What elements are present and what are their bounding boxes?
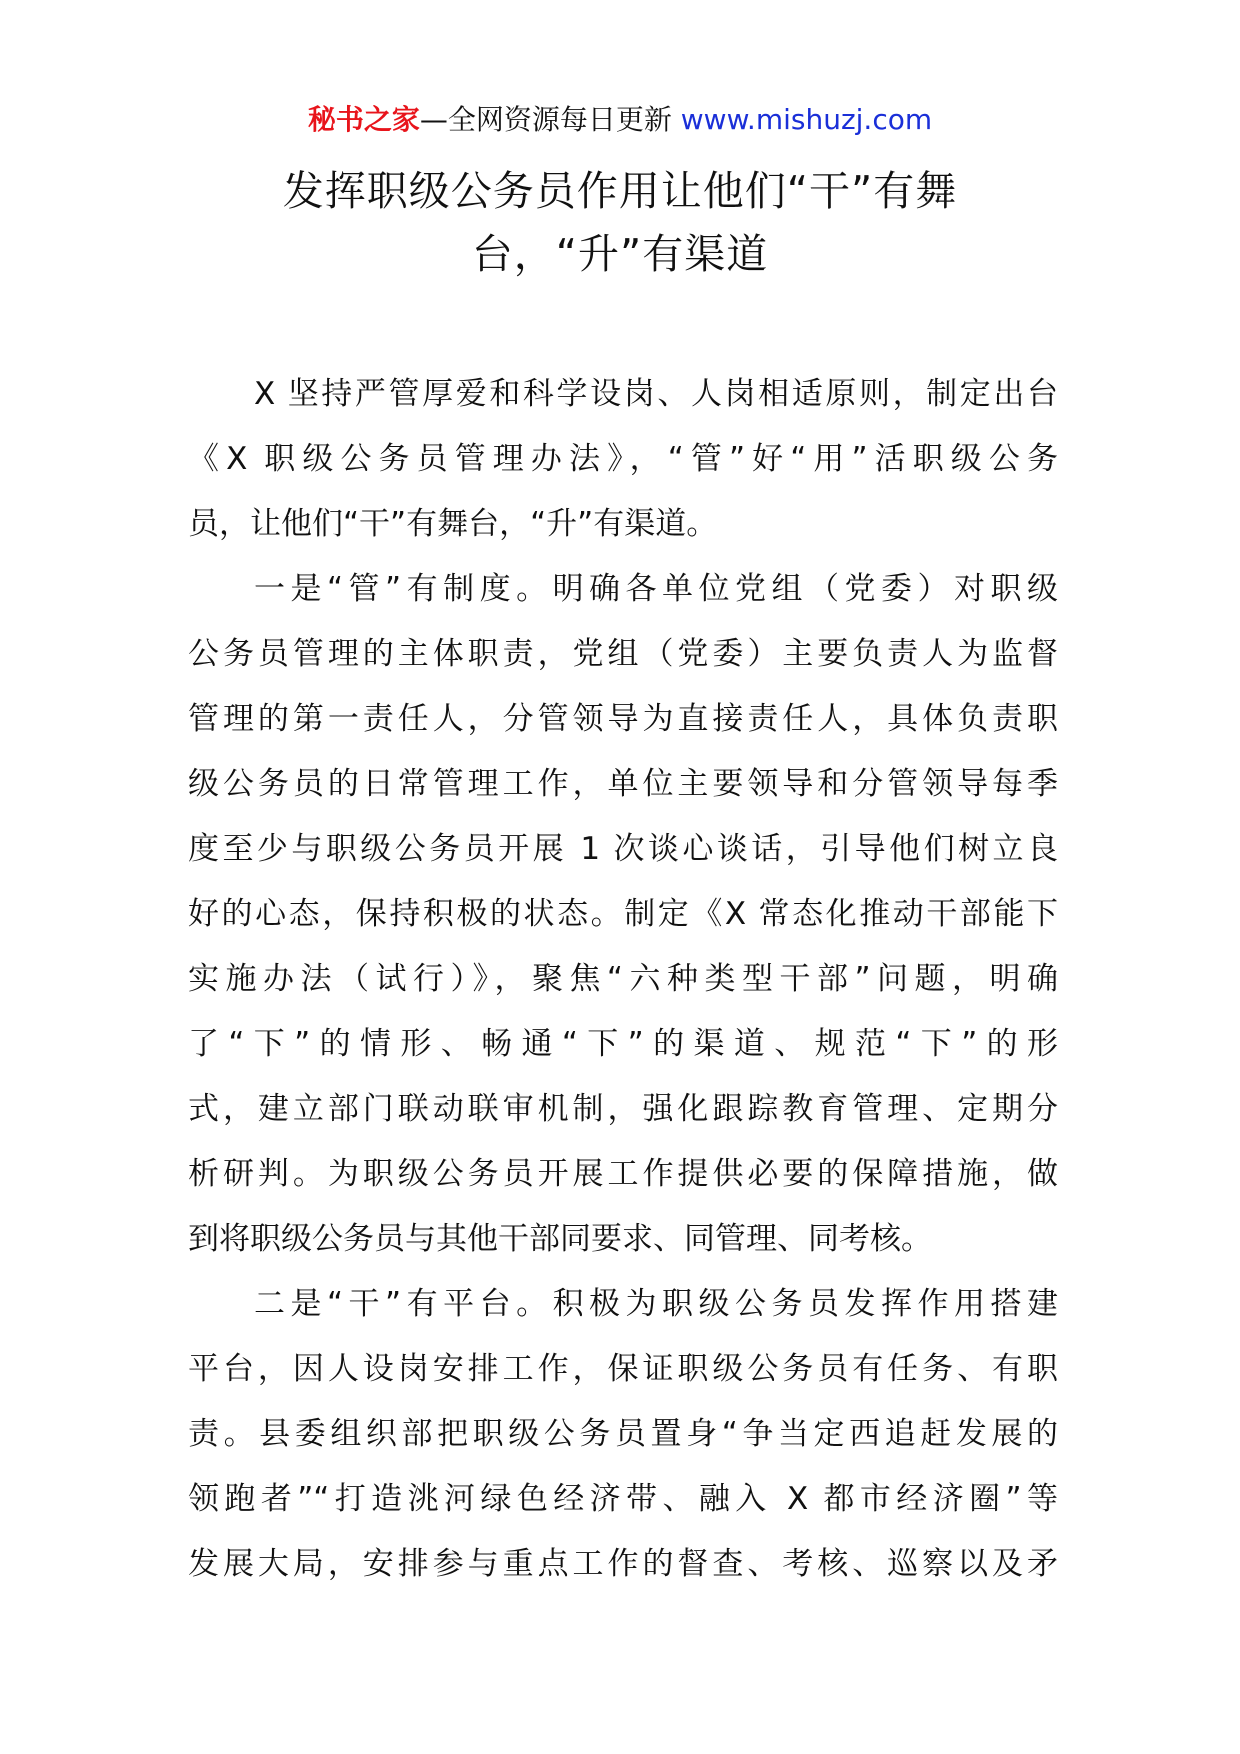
site-url-link[interactable]: www.mishuzj.com [680, 103, 933, 136]
paragraph-line: X 坚持严管厚爱和科学设岗、人岗相适原则，制定出台 [254, 376, 1058, 412]
paragraph-line: 级公务员的日常管理工作，单位主要领导和分管领导每季 [188, 766, 1058, 802]
paragraph-line: 好的心态，保持积极的状态。制定《X 常态化推动干部能下 [188, 896, 1058, 932]
paragraph-line: 发展大局，安排参与重点工作的督查、考核、巡察以及矛 [188, 1546, 1058, 1582]
paragraph-line: 析研判。为职级公务员开展工作提供必要的保障措施，做 [188, 1156, 1058, 1192]
paragraph-line: 领跑者”“打造洮河绿色经济带、融入 X 都市经济圈”等 [188, 1481, 1058, 1517]
paragraph-line: 度至少与职级公务员开展 1 次谈心谈话，引导他们树立良 [188, 831, 1058, 867]
title-line-1: 发挥职级公务员作用让他们“干”有舞 [282, 167, 958, 215]
header-tagline: —全网资源每日更新 [419, 103, 681, 136]
document-title [150, 160, 1090, 286]
paragraph-line: 式，建立部门联动联审机制，强化跟踪教育管理、定期分 [188, 1091, 1058, 1127]
paragraph-line: 二是“干”有平台。积极为职级公务员发挥作用搭建 [254, 1286, 1058, 1322]
paragraph-line: 到将职级公务员与其他干部同要求、同管理、同考核。 [188, 1221, 932, 1257]
title-line-2: 台，“升”有渠道 [471, 230, 769, 278]
paragraph-line: 公务员管理的主体职责，党组（党委）主要负责人为监督 [188, 636, 1058, 672]
brand-name: 秘书之家 [307, 103, 420, 136]
paragraph-line: 《X 职级公务员管理办法》，“管”好“用”活职级公务 [188, 441, 1058, 477]
paragraph-line: 实施办法（试行）》，聚焦“六种类型干部”问题，明确 [188, 961, 1058, 997]
paragraph-line: 了“下”的情形、畅通“下”的渠道、规范“下”的形 [188, 1026, 1058, 1062]
document-body [188, 362, 1058, 1597]
paragraph-line: 管理的第一责任人，分管领导为直接责任人，具体负责职 [188, 701, 1058, 737]
paragraph-line: 平台，因人设岗安排工作，保证职级公务员有任务、有职 [188, 1351, 1058, 1387]
source-header [0, 100, 1240, 140]
paragraph-line: 员，让他们“干”有舞台，“升”有渠道。 [188, 506, 718, 542]
paragraph-line: 责。县委组织部把职级公务员置身“争当定西追赶发展的 [188, 1416, 1058, 1452]
paragraph-line: 一是“管”有制度。明确各单位党组（党委）对职级 [254, 571, 1058, 607]
